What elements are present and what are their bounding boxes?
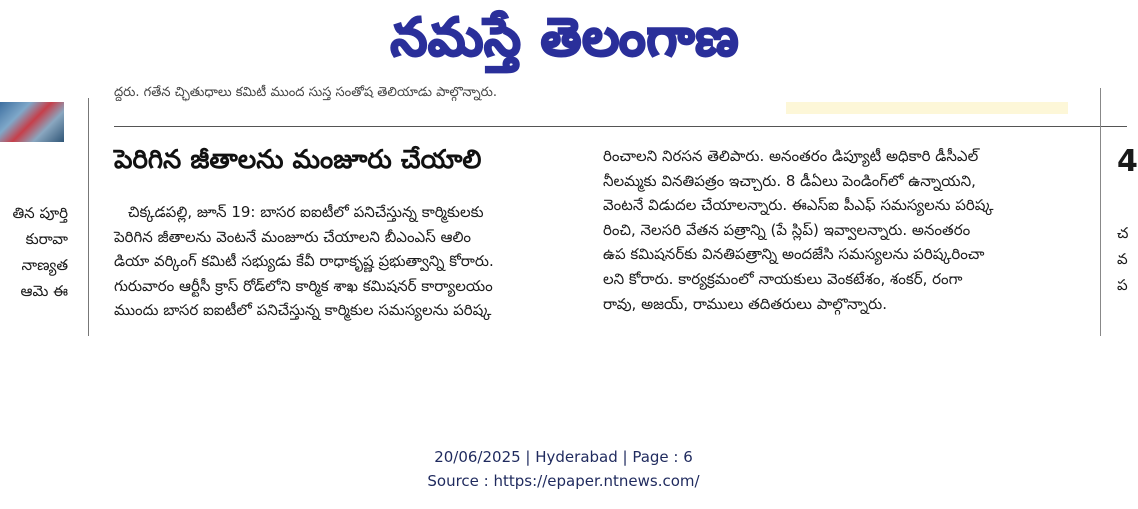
article-line: ఉప కమిషనర్‌కు వినతిపత్రాన్ని అందజేసి సమస్యలను పరిష్కరించా xyxy=(603,245,985,264)
masthead-logo xyxy=(360,2,770,74)
article-line: రించాలని నిరసన తెలిపారు. అనంతరం డిప్యూటీ అధికారి డీసీఎల్ xyxy=(603,147,979,165)
right-fragment: 4 xyxy=(1117,144,1138,179)
divider-right xyxy=(1100,88,1101,336)
article-strip xyxy=(0,85,1138,338)
highlight-bar xyxy=(786,102,1068,114)
right-fragment: ప xyxy=(1117,276,1128,294)
article-line: నీలమ్మకు వినతిపత్రం ఇచ్చారు. 8 డీఏలు పెండింగ్‌లో ఉన్నాయని, xyxy=(603,171,976,190)
article-headline: పెరిగిన జీతాలను మంజూరు చేయాలి xyxy=(114,145,482,175)
adjacent-right-column xyxy=(1117,144,1138,298)
article-line: గురువారం ఆర్టీసీ క్రాస్ రోడ్‌లోని కార్మిక శాఖ కమిషనర్ కార్యాలయం xyxy=(114,276,493,295)
left-fragment: తిన పూర్తి xyxy=(12,204,68,222)
article-line: చిక్కడపల్లి, జూన్ 19: బాసర ఐఐటీలో పనిచేస్తున్న కార్మికులకు xyxy=(128,203,484,221)
footer-date-line: 20/06/2025 | Hyderabad | Page : 6 xyxy=(434,448,693,466)
divider-left xyxy=(88,98,89,336)
article-line: రించి, నెలసరి వేతన పత్రాన్ని (పే స్లిప్) ఇవ్వాలన్నారు. అనంతరం xyxy=(603,220,971,239)
article-column-2 xyxy=(603,144,1073,316)
right-fragment: చ xyxy=(1117,224,1129,242)
article-line: లని కోరారు. కార్యక్రమంలో నాయకులు వెంకటేశం, శంకర్, రంగా xyxy=(603,269,963,288)
left-fragment: నాణ్యత xyxy=(21,256,68,274)
article-line: పెరిగిన జీతాలను వెంటనే మంజూరు చేయాలని బీఎంఎస్ ఆలిం xyxy=(114,227,471,246)
article-line: డియా వర్కింగ్ కమిటీ సభ్యుడు కేవీ రాధాకృష్ణ ప్రభుత్వాన్ని కోరారు. xyxy=(114,252,494,271)
right-fragment: వ xyxy=(1117,250,1128,268)
page-footer xyxy=(0,445,1127,493)
article-line: వెంటనే విడుదల చేయాలన్నారు. ఈఎస్ఐ పీఎఫ్ సమస్యలను పరిష్క xyxy=(603,196,994,215)
masthead-title: నమస్తే తెలంగాణ xyxy=(390,8,740,68)
left-fragment: ఆమె ఈ xyxy=(20,282,68,300)
adjacent-left-column xyxy=(0,200,68,304)
divider-horizontal xyxy=(114,126,1127,127)
footer-source-line: Source : https://epaper.ntnews.com/ xyxy=(427,472,700,490)
article-column-1 xyxy=(114,200,582,323)
adjacent-story-line: ద్దరు. గతేన చ్ఛితుధాలు కమిటీ ముంద సుస్త సంతోష తెలియాడు పాల్గొన్నారు. xyxy=(114,85,497,100)
adjacent-photo xyxy=(0,102,64,142)
article-line: రావు, అజయ్, రాములు తదితరులు పాల్గొన్నారు. xyxy=(603,294,887,313)
left-fragment: కురావా xyxy=(25,230,68,248)
article-line: ముందు బాసర ఐఐటీలో పనిచేస్తున్న కార్మికుల సమస్యలను పరిష్క xyxy=(114,301,492,320)
